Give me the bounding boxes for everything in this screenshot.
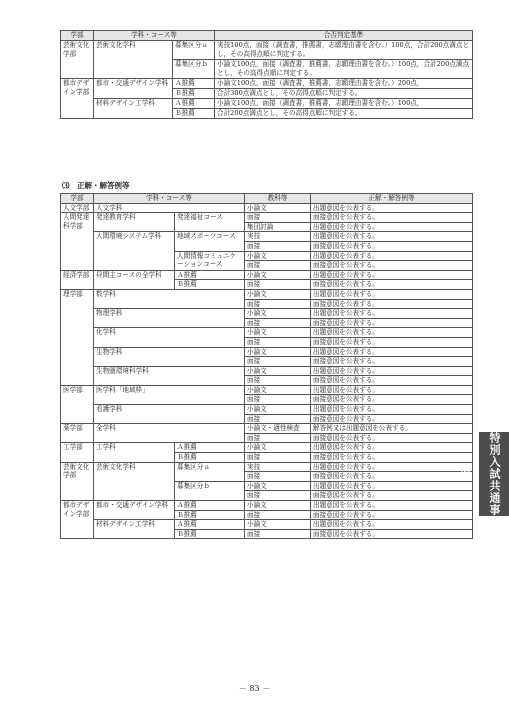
category-cell: Ｂ推薦 xyxy=(173,109,215,119)
faculty-cell: 工学部 xyxy=(61,443,94,462)
dept-cell: 生物学科 xyxy=(94,347,245,366)
subject-cell: 面接 xyxy=(245,337,311,347)
subject-cell: 面接 xyxy=(245,453,311,463)
subject-cell: 面接 xyxy=(245,318,311,328)
answers-body xyxy=(61,203,473,539)
subject-cell: 実技 xyxy=(245,232,311,242)
answer-cell: 面接意図を公表する。 xyxy=(311,241,473,251)
criteria-header-row xyxy=(61,31,473,41)
table-row xyxy=(61,443,473,453)
subject-cell: 面接 xyxy=(245,395,311,405)
table-row xyxy=(61,79,473,89)
subject-cell: 小論文 xyxy=(245,366,311,376)
faculty-cell: 人文学部 xyxy=(61,203,94,213)
answer-cell: 面接意図を公表する。 xyxy=(311,510,473,520)
faculty-cell: 都市デザイン学部 xyxy=(61,501,94,539)
category-cell: Ｂ推薦 xyxy=(173,89,215,99)
subject-cell: 面接 xyxy=(245,261,311,271)
answer-cell: 面接意図を公表する。 xyxy=(311,261,473,271)
course-cell: Ａ推薦 xyxy=(175,443,245,453)
answer-cell: 面接意図を公表する。 xyxy=(311,357,473,367)
answer-cell: 面接意図を公表する。 xyxy=(311,318,473,328)
answer-cell: 出題意図を公表する。 xyxy=(311,520,473,530)
faculty-cell: 医学部 xyxy=(61,385,94,423)
answers-header-row xyxy=(61,194,473,204)
subject-cell: 面接 xyxy=(245,357,311,367)
subject-cell: 面接 xyxy=(245,472,311,482)
subject-cell: 小論文・適性検査 xyxy=(245,424,311,434)
category-cell: Ａ推薦 xyxy=(173,99,215,109)
faculty-cell: 経済学部 xyxy=(61,270,94,289)
section-title: ⑶ 正解・解答例等 xyxy=(62,181,130,190)
header-cell: 教科等 xyxy=(245,194,311,204)
criteria-cell: 合計300点満点とし，その高得点順に判定する。 xyxy=(215,89,473,99)
table-row xyxy=(61,366,473,376)
subject-cell: 小論文 xyxy=(245,405,311,415)
header-cell: 学科・コース等 xyxy=(94,31,215,41)
table-row xyxy=(61,309,473,319)
table-row xyxy=(61,501,473,511)
subject-cell: 小論文 xyxy=(245,385,311,395)
answer-cell: 出題意図を公表する。 xyxy=(311,222,473,232)
table-row xyxy=(61,99,473,109)
criteria-cell: 小論文100点，面接（調査書，推薦書，志願理由書を含む。）100点， xyxy=(215,99,473,109)
faculty-cell: 芸術文化学部 xyxy=(61,41,94,79)
answer-cell: 出題意図を公表する。 xyxy=(311,462,473,472)
table-row xyxy=(61,289,473,299)
table-row xyxy=(61,347,473,357)
answer-cell: 面接意図を公表する。 xyxy=(311,213,473,223)
answer-cell: 出題意図を公表する。 xyxy=(311,203,473,213)
course-cell: Ｂ推薦 xyxy=(175,280,245,290)
subject-cell: 小論文 xyxy=(245,309,311,319)
answer-cell: 出題意図を公表する。 xyxy=(311,385,473,395)
answer-cell: 出題意図を公表する。 xyxy=(311,251,473,261)
subject-cell: 小論文 xyxy=(245,270,311,280)
table-row xyxy=(61,232,473,242)
criteria-cell: 合計200点満点とし，その高得点順に判定する。 xyxy=(215,109,473,119)
answers-table xyxy=(60,193,473,539)
table-row xyxy=(61,462,473,472)
table-row xyxy=(61,385,473,395)
subject-cell: 面接 xyxy=(245,510,311,520)
faculty-cell: 薬学部 xyxy=(61,424,94,443)
dept-cell: 材料デザイン工学科 xyxy=(94,520,175,539)
answer-cell: 面接意図を公表する。 xyxy=(311,280,473,290)
course-cell: Ｂ推薦 xyxy=(175,453,245,463)
table-row xyxy=(61,424,473,434)
table-row xyxy=(61,520,473,530)
answer-cell: 解答例又は出題意図を公表する。 xyxy=(311,424,473,434)
table-row xyxy=(61,203,473,213)
subject-cell: 面接 xyxy=(245,529,311,539)
answer-cell: 出題意図を公表する。 xyxy=(311,481,473,491)
subject-cell: 集団討論 xyxy=(245,222,311,232)
answer-cell: 面接意図を公表する。 xyxy=(311,395,473,405)
dept-cell: 昼間主コースの全学科 xyxy=(94,270,175,289)
header-cell: 学科・コース等 xyxy=(94,194,245,204)
dept-cell: 生物圏環境科学科 xyxy=(94,366,245,385)
criteria-cell: 実技100点，面接（調査書，推薦書，志願理由書を含む。）100点，合計200点満点とし，その高得点順に判定する。 xyxy=(215,41,473,60)
table-row xyxy=(61,213,473,223)
course-cell: 募集区分ａ xyxy=(175,462,245,481)
answer-cell: 出題意図を公表する。 xyxy=(311,328,473,338)
category-cell: 募集区分ａ xyxy=(173,41,215,60)
dept-cell: 芸術文化学科 xyxy=(94,41,173,79)
answer-cell: 面接意図を公表する。 xyxy=(311,433,473,443)
page-number: － 83 － xyxy=(238,684,271,693)
answer-cell: 面接意図を公表する。 xyxy=(311,472,473,482)
dept-cell: 人間環境システム学科 xyxy=(94,232,175,270)
subject-cell: 小論文 xyxy=(245,520,311,530)
subject-cell: 実技 xyxy=(245,462,311,472)
subject-cell: 小論文 xyxy=(245,251,311,261)
subject-cell: 面接 xyxy=(245,213,311,223)
answer-cell: 面接意図を公表する。 xyxy=(311,453,473,463)
course-cell: Ａ推薦 xyxy=(175,501,245,511)
answer-cell: 面接意図を公表する。 xyxy=(311,529,473,539)
answer-cell: 出題意図を公表する。 xyxy=(311,289,473,299)
subject-cell: 面接 xyxy=(245,299,311,309)
answer-cell: 面接意図を公表する。 xyxy=(311,337,473,347)
dept-cell: 発達教育学科 xyxy=(94,213,175,232)
subject-cell: 面接 xyxy=(245,491,311,501)
subject-cell: 面接 xyxy=(245,414,311,424)
faculty-cell: 芸術文化学部 xyxy=(61,462,94,500)
table-row xyxy=(61,328,473,338)
course-cell: Ａ推薦 xyxy=(175,520,245,530)
course-cell: 地域スポーツコース xyxy=(175,232,245,251)
subject-cell: 面接 xyxy=(245,376,311,386)
category-cell: Ａ推薦 xyxy=(173,79,215,89)
faculty-cell: 都市デザイン学部 xyxy=(61,79,94,119)
course-cell: 発達福祉コース xyxy=(175,213,245,232)
table-row xyxy=(61,41,473,60)
subject-cell: 小論文 xyxy=(245,289,311,299)
header-cell: 正解・解答例等 xyxy=(311,194,473,204)
dept-cell: 化学科 xyxy=(94,328,245,347)
dept-cell: 都市・交通デザイン学科 xyxy=(94,79,173,99)
course-cell: 募集区分ｂ xyxy=(175,481,245,500)
subject-cell: 面接 xyxy=(245,241,311,251)
table-row xyxy=(61,270,473,280)
course-cell: Ｂ推薦 xyxy=(175,529,245,539)
course-cell: Ｂ推薦 xyxy=(175,510,245,520)
answer-cell: 面接意図を公表する。 xyxy=(311,414,473,424)
dept-cell: 看護学科 xyxy=(94,405,245,424)
criteria-table xyxy=(60,30,473,119)
subject-cell: 小論文 xyxy=(245,347,311,357)
answer-cell: 出題意図を公表する。 xyxy=(311,443,473,453)
dept-cell: 芸術文化学科 xyxy=(94,462,175,500)
answer-cell: 出題意図を公表する。 xyxy=(311,309,473,319)
header-cell: 合否判定基準 xyxy=(215,31,473,41)
criteria-cell: 小論文100点，面接（調査書，推薦書，志願理由書を含む。）100点，合計200点満点とし，その高得点順に判定する。 xyxy=(215,60,473,79)
course-cell: Ａ推薦 xyxy=(175,270,245,280)
answer-cell: 面接意図を公表する。 xyxy=(311,491,473,501)
answer-cell: 出題意図を公表する。 xyxy=(311,501,473,511)
dept-cell: 人文学科 xyxy=(94,203,245,213)
subject-cell: 小論文 xyxy=(245,481,311,491)
subject-cell: 小論文 xyxy=(245,501,311,511)
answer-cell: 出題意図を公表する。 xyxy=(311,405,473,415)
side-tab: 特別入試共通事項 xyxy=(479,432,509,516)
answer-cell: 出題意図を公表する。 xyxy=(311,347,473,357)
subject-cell: 面接 xyxy=(245,433,311,443)
table-row xyxy=(61,405,473,415)
subject-cell: 面接 xyxy=(245,280,311,290)
answer-cell: 出題意図を公表する。 xyxy=(311,270,473,280)
dept-cell: 数学科 xyxy=(94,289,245,308)
dept-cell: 全学科 xyxy=(94,424,245,443)
subject-cell: 小論文 xyxy=(245,203,311,213)
dept-cell: 工学科 xyxy=(94,443,175,462)
dept-cell: 都市・交通デザイン学科 xyxy=(94,501,175,520)
faculty-cell: 人間発達科学部 xyxy=(61,213,94,271)
dept-cell: 物理学科 xyxy=(94,309,245,328)
answer-cell: 面接意図を公表する。 xyxy=(311,376,473,386)
subject-cell: 小論文 xyxy=(245,328,311,338)
dept-cell: 医学科「地域枠」 xyxy=(94,385,245,404)
header-cell: 学部 xyxy=(61,31,94,41)
category-cell: 募集区分ｂ xyxy=(173,60,215,79)
answer-cell: 出題意図を公表する。 xyxy=(311,232,473,242)
faculty-cell: 理学部 xyxy=(61,289,94,385)
criteria-cell: 小論文100点，面接（調査書，推薦書，志願理由書を含む。）200点， xyxy=(215,79,473,89)
header-cell: 学部 xyxy=(61,194,94,204)
answer-cell: 面接意図を公表する。 xyxy=(311,299,473,309)
dept-cell: 材料デザイン工学科 xyxy=(94,99,173,119)
course-cell: 人間情報コミュニケーションコース xyxy=(175,251,245,270)
subject-cell: 小論文 xyxy=(245,443,311,453)
answer-cell: 出題意図を公表する。 xyxy=(311,366,473,376)
